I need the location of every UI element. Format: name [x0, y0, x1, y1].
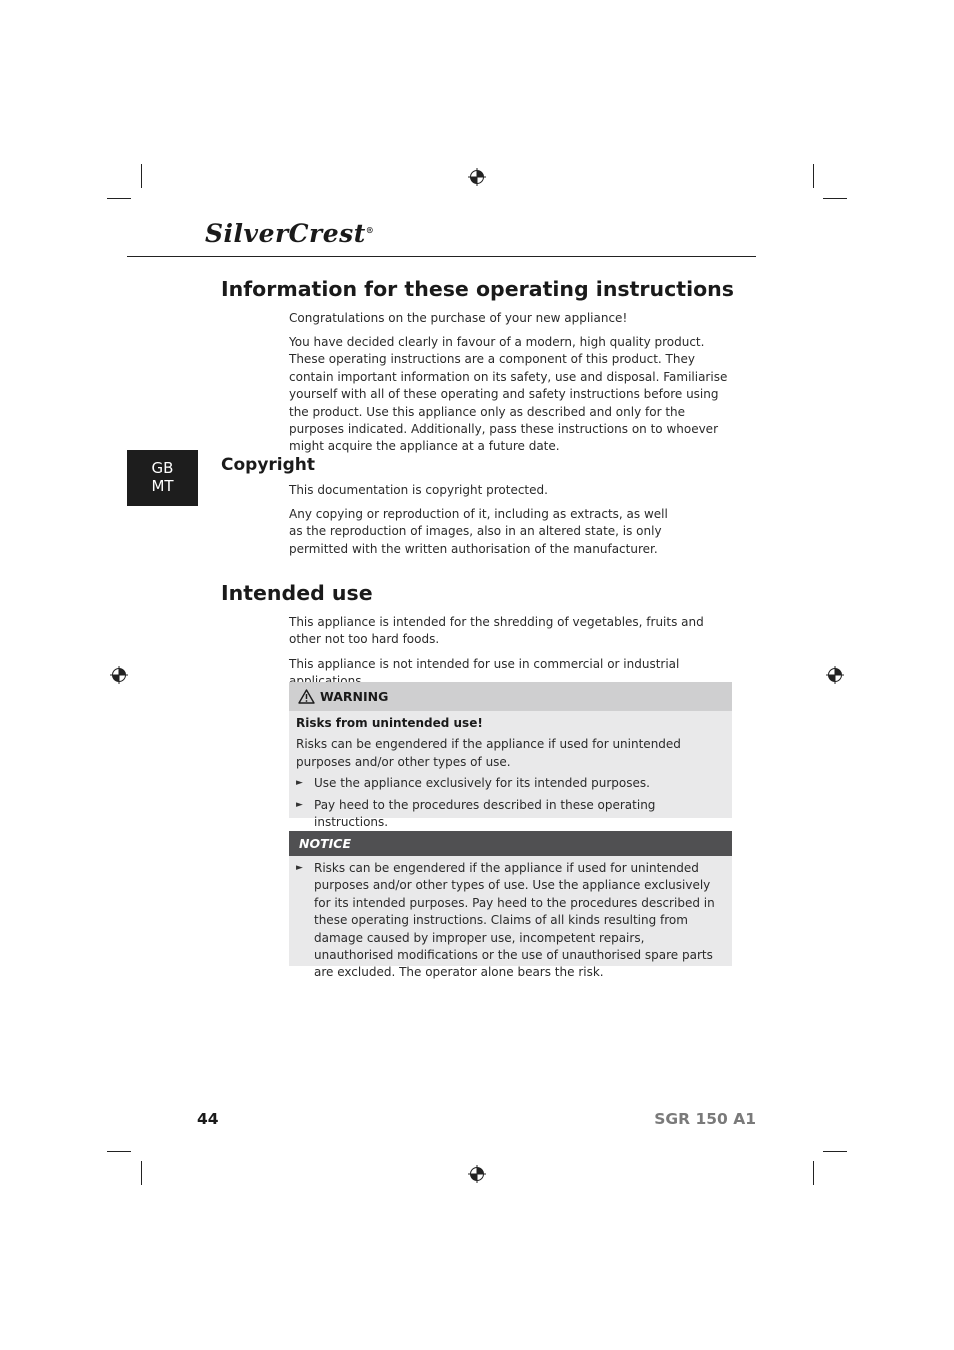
bullet-arrow-icon: ►	[296, 778, 303, 789]
notice-header	[289, 831, 732, 856]
list-item-text: Pay heed to the procedures described in these operating instructions.	[314, 797, 656, 830]
list-item	[296, 775, 725, 792]
crop-mark	[823, 1151, 847, 1152]
crop-mark	[813, 164, 814, 188]
warning-text: Risks can be engendered if the appliance if used for unintended purposes and/or other types of use.	[296, 737, 681, 769]
paragraph: This documentation is copyright protected.	[289, 483, 548, 497]
crop-mark	[823, 198, 847, 199]
header-rule	[127, 256, 756, 257]
model-number: SGR 150 A1	[654, 1110, 756, 1128]
crop-mark	[107, 1151, 131, 1152]
warning-box	[289, 682, 732, 830]
paragraph: Congratulations on the purchase of your new appliance!	[289, 311, 628, 325]
crop-mark	[813, 1161, 814, 1185]
language-tab	[127, 450, 198, 506]
paragraph: This appliance is intended for the shredding of vegetables, fruits and other not too hard foods.	[289, 615, 704, 647]
notice-box	[289, 831, 732, 980]
warning-title: Risks from unintended use!	[296, 716, 483, 730]
list-item-text: Use the appliance exclusively for its intended purposes.	[314, 776, 650, 791]
language-code: MT	[151, 477, 174, 495]
notice-text: Risks can be engendered if the appliance if used for unintended purposes and/or other types of use. Use the appliance exclusively for its intended purposes. Pay heed to the procedures described in these operating instructions. Claims of all kinds resulting from damage caused by improper use, incompetent repairs, unauthorised modifications or the use of unauthorised spare parts are excluded. The operator alone bears the risk.	[314, 861, 715, 980]
warning-label: WARNING	[320, 689, 389, 704]
bullet-arrow-icon: ►	[296, 799, 303, 810]
brand-logo: SilverCrest®	[205, 219, 375, 248]
section-title-information: Information for these operating instructions	[221, 277, 734, 301]
paragraph: This appliance is not intended for use in commercial or industrial	[289, 657, 680, 671]
paragraph: Any copying or reproduction of it, including as extracts, as well as the reproduction of images, also in an altered state, is only permitted with the written authorisation of the manufacturer.	[289, 507, 668, 556]
crop-mark	[141, 1161, 142, 1185]
registration-mark-icon	[826, 666, 844, 684]
registration-mark-icon	[110, 666, 128, 684]
section-title-intended-use: Intended use	[221, 581, 373, 605]
page-number: 44	[197, 1110, 219, 1128]
bullet-arrow-icon: ►	[296, 863, 303, 873]
list-item	[296, 860, 724, 982]
registration-mark-icon	[468, 168, 486, 186]
language-code: GB	[151, 459, 174, 477]
crop-mark	[141, 164, 142, 188]
crop-mark	[107, 198, 131, 199]
warning-triangle-icon	[298, 689, 315, 704]
list-item	[296, 797, 725, 832]
paragraph: You have decided clearly in favour of a modern, high quality product. These operating instructions are a component of this product. They contain important information on its safety, use and disposal. Familiarise yourself with all of these operating and safety instructions before using the product. Use this appliance only as described and only for the purposes indicated. Additionally, pass these instructions on to whoever might acquire the appliance at a future date.	[289, 335, 728, 454]
warning-header	[289, 682, 732, 711]
registration-mark-icon	[468, 1165, 486, 1183]
section-title-copyright: Copyright	[221, 455, 316, 475]
notice-label: NOTICE	[299, 836, 351, 851]
